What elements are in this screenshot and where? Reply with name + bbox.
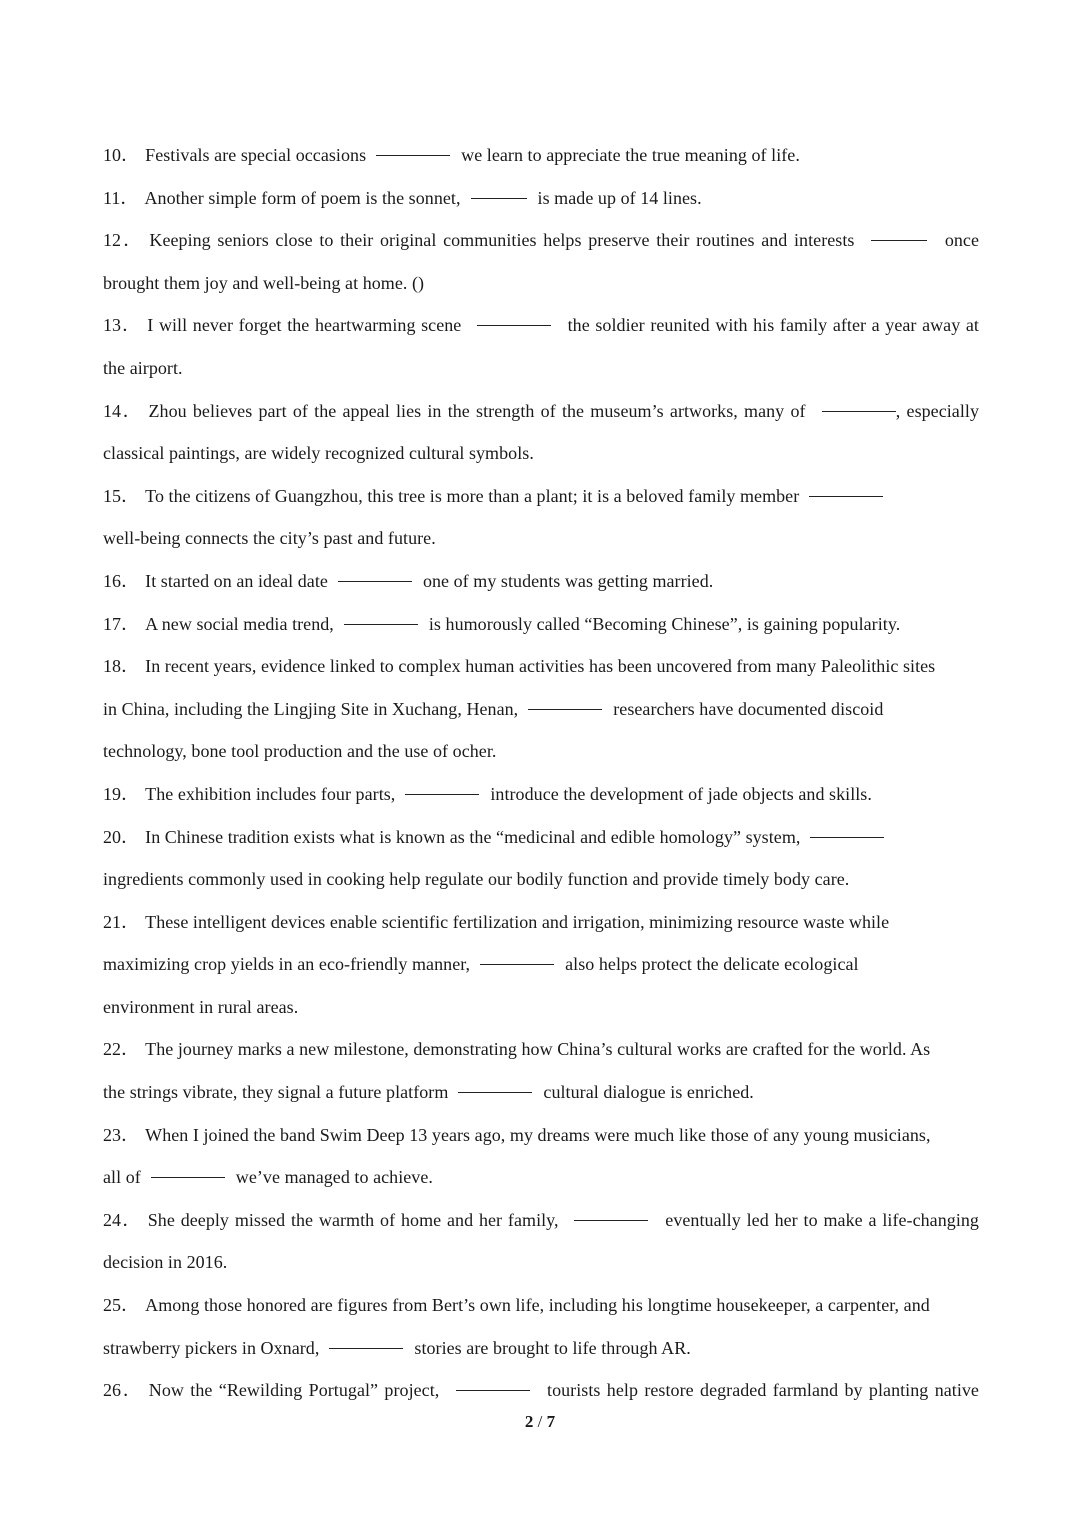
question-number: 10． <box>103 145 140 165</box>
question-text: In recent years, evidence linked to complex human activities has been uncovered from many Paleolithic sites <box>145 656 936 677</box>
answer-blank[interactable] <box>480 964 554 965</box>
question-number: 16． <box>103 570 140 591</box>
question-text: Among those honored are figures from Bert’s own life, including his longtime housekeeper, a carpenter, and <box>145 1295 930 1316</box>
answer-blank[interactable] <box>528 709 602 710</box>
question-21-continued <box>103 986 979 1029</box>
answer-blank[interactable] <box>151 1177 225 1178</box>
question-text: These intelligent devices enable scientific fertilization and irrigation, minimizing resource waste while <box>145 911 890 932</box>
question-18 <box>103 645 979 688</box>
question-text: cultural dialogue is enriched. <box>543 1082 754 1103</box>
question-26 <box>103 1369 979 1412</box>
question-text: also helps protect the delicate ecological <box>565 954 859 975</box>
question-text: we’ve managed to achieve. <box>235 1167 433 1188</box>
question-number: 12． <box>103 230 144 251</box>
question-number: 15． <box>103 485 140 506</box>
question-text: the soldier reunited with his family after a year away at <box>567 315 979 336</box>
question-text: brought them joy and well-being at home. () <box>103 272 425 293</box>
question-text: strawberry pickers in Oxnard, <box>103 1337 320 1358</box>
question-number: 25． <box>103 1295 140 1316</box>
question-text: decision in 2016. <box>103 1252 228 1273</box>
question-number: 18． <box>103 656 140 677</box>
question-text: we learn to appreciate the true meaning of life. <box>461 145 800 165</box>
question-13-continued <box>103 347 979 390</box>
question-24 <box>103 1199 979 1242</box>
question-number: 17． <box>103 613 140 634</box>
answer-blank[interactable] <box>376 155 450 156</box>
question-text: , especially <box>895 400 979 421</box>
question-15-continued <box>103 517 979 560</box>
question-14 <box>103 390 979 433</box>
question-text: stories are brought to life through AR. <box>414 1337 691 1358</box>
question-13 <box>103 304 979 347</box>
question-text: in China, including the Lingjing Site in Xuchang, Henan, <box>103 698 519 719</box>
question-text: The exhibition includes four parts, <box>145 783 396 804</box>
question-17 <box>103 603 979 646</box>
question-number: 21． <box>103 911 140 932</box>
answer-blank[interactable] <box>810 837 884 838</box>
question-20 <box>103 816 979 859</box>
answer-blank[interactable] <box>456 1390 530 1391</box>
question-25-continued <box>103 1327 979 1370</box>
question-10 <box>103 134 979 177</box>
question-18-continued <box>103 688 979 731</box>
question-23 <box>103 1114 979 1157</box>
question-text: technology, bone tool production and the use of ocher. <box>103 741 497 762</box>
question-25 <box>103 1284 979 1327</box>
page-number <box>0 1412 1080 1432</box>
question-text: To the citizens of Guangzhou, this tree is more than a plant; it is a beloved family member <box>145 485 800 506</box>
question-22 <box>103 1028 979 1071</box>
question-19 <box>103 773 979 816</box>
question-22-continued <box>103 1071 979 1114</box>
question-21-continued <box>103 943 979 986</box>
question-21 <box>103 901 979 944</box>
worksheet <box>103 134 979 1412</box>
answer-blank[interactable] <box>458 1092 532 1093</box>
question-text: introduce the development of jade objects and skills. <box>490 783 872 804</box>
question-18-continued <box>103 730 979 773</box>
question-text: When I joined the band Swim Deep 13 years ago, my dreams were much like those of any young musicians, <box>145 1124 931 1145</box>
question-number: 13． <box>103 315 142 336</box>
question-text: once <box>944 230 980 251</box>
question-text: Another simple form of poem is the sonnet, <box>144 187 461 208</box>
answer-blank[interactable] <box>574 1220 648 1221</box>
answer-blank[interactable] <box>809 496 883 497</box>
question-text: tourists help restore degraded farmland by planting native <box>547 1380 979 1401</box>
question-14-continued <box>103 432 979 475</box>
question-text: In Chinese tradition exists what is known as the “medicinal and edible homology” system, <box>145 826 801 847</box>
current-page: 2 <box>524 1412 534 1431</box>
question-text: Festivals are special occasions <box>145 145 367 165</box>
total-pages: 7 <box>546 1412 556 1431</box>
question-number: 24． <box>103 1209 142 1230</box>
question-number: 14． <box>103 400 143 421</box>
question-text: is made up of 14 lines. <box>537 187 702 208</box>
question-15 <box>103 475 979 518</box>
question-text: well-being connects the city’s past and future. <box>103 528 436 549</box>
answer-blank[interactable] <box>338 581 412 582</box>
question-text: Zhou believes part of the appeal lies in the strength of the museum’s artworks, many of <box>148 400 806 421</box>
question-number: 23． <box>103 1124 140 1145</box>
question-text: is humorously called “Becoming Chinese”, is gaining popularity. <box>428 613 901 634</box>
question-number: 11． <box>103 187 139 208</box>
question-20-continued <box>103 858 979 901</box>
question-text: The journey marks a new milestone, demonstrating how China’s cultural works are crafted for the world. As <box>145 1039 931 1060</box>
answer-blank[interactable] <box>344 624 418 625</box>
answer-blank[interactable] <box>477 325 551 326</box>
question-text: eventually led her to make a life-changing <box>665 1209 979 1230</box>
question-12 <box>103 219 979 262</box>
question-text: environment in rural areas. <box>103 996 299 1017</box>
answer-blank[interactable] <box>329 1348 403 1349</box>
question-text: the airport. <box>103 357 183 378</box>
question-text: A new social media trend, <box>145 613 334 634</box>
question-11 <box>103 177 979 220</box>
question-text: Now the “Rewilding Portugal” project, <box>148 1380 440 1401</box>
question-text: researchers have documented discoid <box>613 698 884 719</box>
question-text: classical paintings, are widely recognized cultural symbols. <box>103 443 534 464</box>
question-12-continued <box>103 262 979 305</box>
question-text: ingredients commonly used in cooking help regulate our bodily function and provide timely body care. <box>103 869 850 890</box>
answer-blank[interactable] <box>405 794 479 795</box>
question-text: She deeply missed the warmth of home and her family, <box>147 1209 559 1230</box>
question-text: the strings vibrate, they signal a future platform <box>103 1082 449 1103</box>
question-text: all of <box>103 1167 141 1188</box>
question-text: Keeping seniors close to their original communities helps preserve their routines and interests <box>149 230 855 251</box>
answer-blank[interactable] <box>471 198 527 199</box>
answer-blank[interactable] <box>871 240 927 241</box>
question-text: I will never forget the heartwarming scene <box>147 315 462 336</box>
answer-blank[interactable] <box>822 411 896 412</box>
question-24-continued <box>103 1241 979 1284</box>
question-number: 20． <box>103 826 140 847</box>
question-23-continued <box>103 1156 979 1199</box>
question-16 <box>103 560 979 603</box>
page-separator: / <box>533 1412 547 1431</box>
question-number: 19． <box>103 783 140 804</box>
question-number: 26． <box>103 1380 143 1401</box>
question-text: maximizing crop yields in an eco-friendly manner, <box>103 954 471 975</box>
question-text: one of my students was getting married. <box>422 570 714 591</box>
question-number: 22． <box>103 1039 140 1060</box>
question-text: It started on an ideal date <box>145 570 328 591</box>
